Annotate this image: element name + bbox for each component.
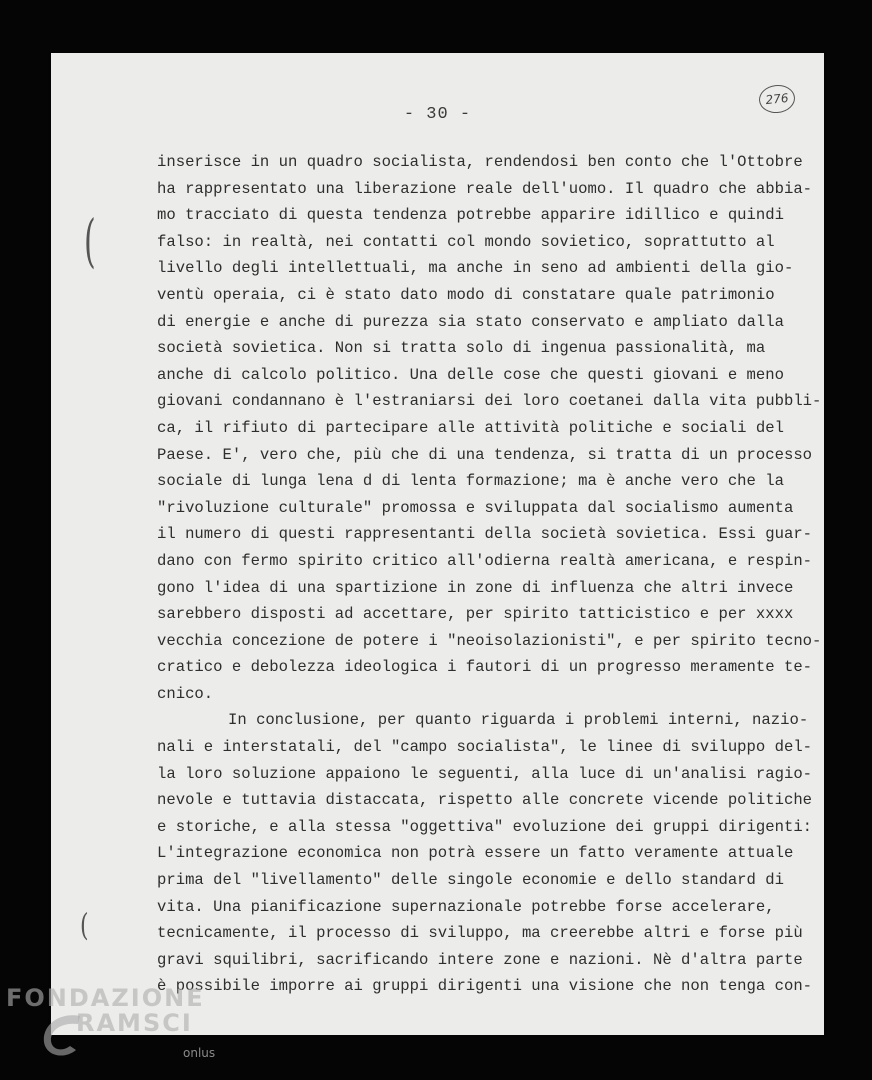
text-line: anche di calcolo politico. Una delle cose che questi giovani e meno — [157, 365, 784, 384]
text-line: sociale di lunga lena d di lenta formazione; ma è anche vero che la — [157, 472, 784, 491]
text-line: ca, il rifiuto di partecipare alle attività politiche e sociali del — [157, 418, 784, 437]
text-line: tecnicamente, il processo di sviluppo, ma creerebbe altri e forse più — [157, 924, 803, 943]
text-line: L'integrazione economica non potrà essere un fatto veramente attuale — [157, 844, 794, 863]
text-line: Paese. E', vero che, più che di una tendenza, si tratta di un processo — [157, 445, 813, 464]
text-line: sarebbero disposti ad accettare, per spirito tatticistico e per xxxx — [157, 605, 794, 624]
watermark-line1: FONDAZIONE — [6, 984, 205, 1012]
text-line: dano con fermo spirito critico all'odierna realtà americana, e respin- — [157, 551, 813, 570]
text-line: e storiche, e alla stessa "oggettiva" evoluzione dei gruppi dirigenti: — [157, 817, 813, 836]
text-line: vecchia concezione de potere i "neoisolazionisti", e per spirito tecno- — [157, 631, 822, 650]
text-line: cnico. — [157, 684, 214, 703]
watermark-line2: RAMSCI — [76, 1009, 193, 1037]
text-line: livello degli intellettuali, ma anche in seno ad ambienti della gio- — [157, 259, 794, 278]
text-line: il numero di questi rappresentanti della società sovietica. Essi guar- — [157, 525, 813, 544]
text-line: mo tracciato di questa tendenza potrebbe apparire idillico e quindi — [157, 206, 784, 225]
text-line: è possibile imporre ai gruppi dirigenti una visione che non tenga con- — [157, 977, 813, 996]
archive-number-stamp: 276 — [758, 83, 797, 115]
text-line: cratico e debolezza ideologica i fautori di un progresso meramente te- — [157, 658, 813, 677]
fondazione-gramsci-watermark — [6, 984, 216, 1060]
text-line: giovani condannano è l'estraniarsi dei loro coetanei dalla vita pubbli- — [157, 392, 822, 411]
page-number: - 30 - — [403, 105, 472, 124]
gramsci-swoosh-icon — [36, 1010, 86, 1062]
text-line: società sovietica. Non si tratta solo di ingenua passionalità, ma — [157, 339, 766, 358]
margin-bracket-mark: ( — [84, 209, 96, 276]
text-line: gono l'idea di una spartizione in zone di influenza che altri invece — [157, 578, 794, 597]
margin-bracket-mark-bottom: ( — [80, 909, 89, 944]
text-line: gravi squilibri, sacrificando intere zone e nazioni. Nè d'altra parte — [157, 950, 803, 969]
text-line: vita. Una pianificazione supernazionale potrebbe forse accelerare, — [157, 897, 775, 916]
text-line: prima del "livellamento" delle singole economie e dello standard di — [157, 871, 784, 890]
text-line: In conclusione, per quanto riguarda i problemi interni, nazio- — [228, 711, 809, 730]
text-line: di energie e anche di purezza sia stato conservato e ampliato dalla — [157, 312, 784, 331]
text-line: falso: in realtà, nei contatti col mondo sovietico, soprattutto al — [157, 232, 775, 251]
text-line: la loro soluzione appaiono le seguenti, alla luce di un'analisi ragio- — [157, 764, 813, 783]
text-line: inserisce in un quadro socialista, rendendosi ben conto che l'Ottobre — [157, 153, 803, 171]
text-line: nevole e tuttavia distaccata, rispetto alle concrete vicende politiche — [157, 791, 813, 810]
text-line: nali e interstatali, del "campo socialista", le linee di sviluppo del- — [157, 738, 813, 757]
document-page — [51, 53, 824, 1035]
text-line: ha rappresentato una liberazione reale dell'uomo. Il quadro che abbia- — [157, 179, 813, 198]
watermark-suffix: onlus — [183, 1046, 216, 1060]
text-line: "rivoluzione culturale" promossa e sviluppata dal socialismo aumenta — [157, 498, 794, 517]
typewritten-body — [157, 149, 822, 1000]
text-line: ventù operaia, ci è stato dato modo di constatare quale patrimonio — [157, 285, 775, 304]
